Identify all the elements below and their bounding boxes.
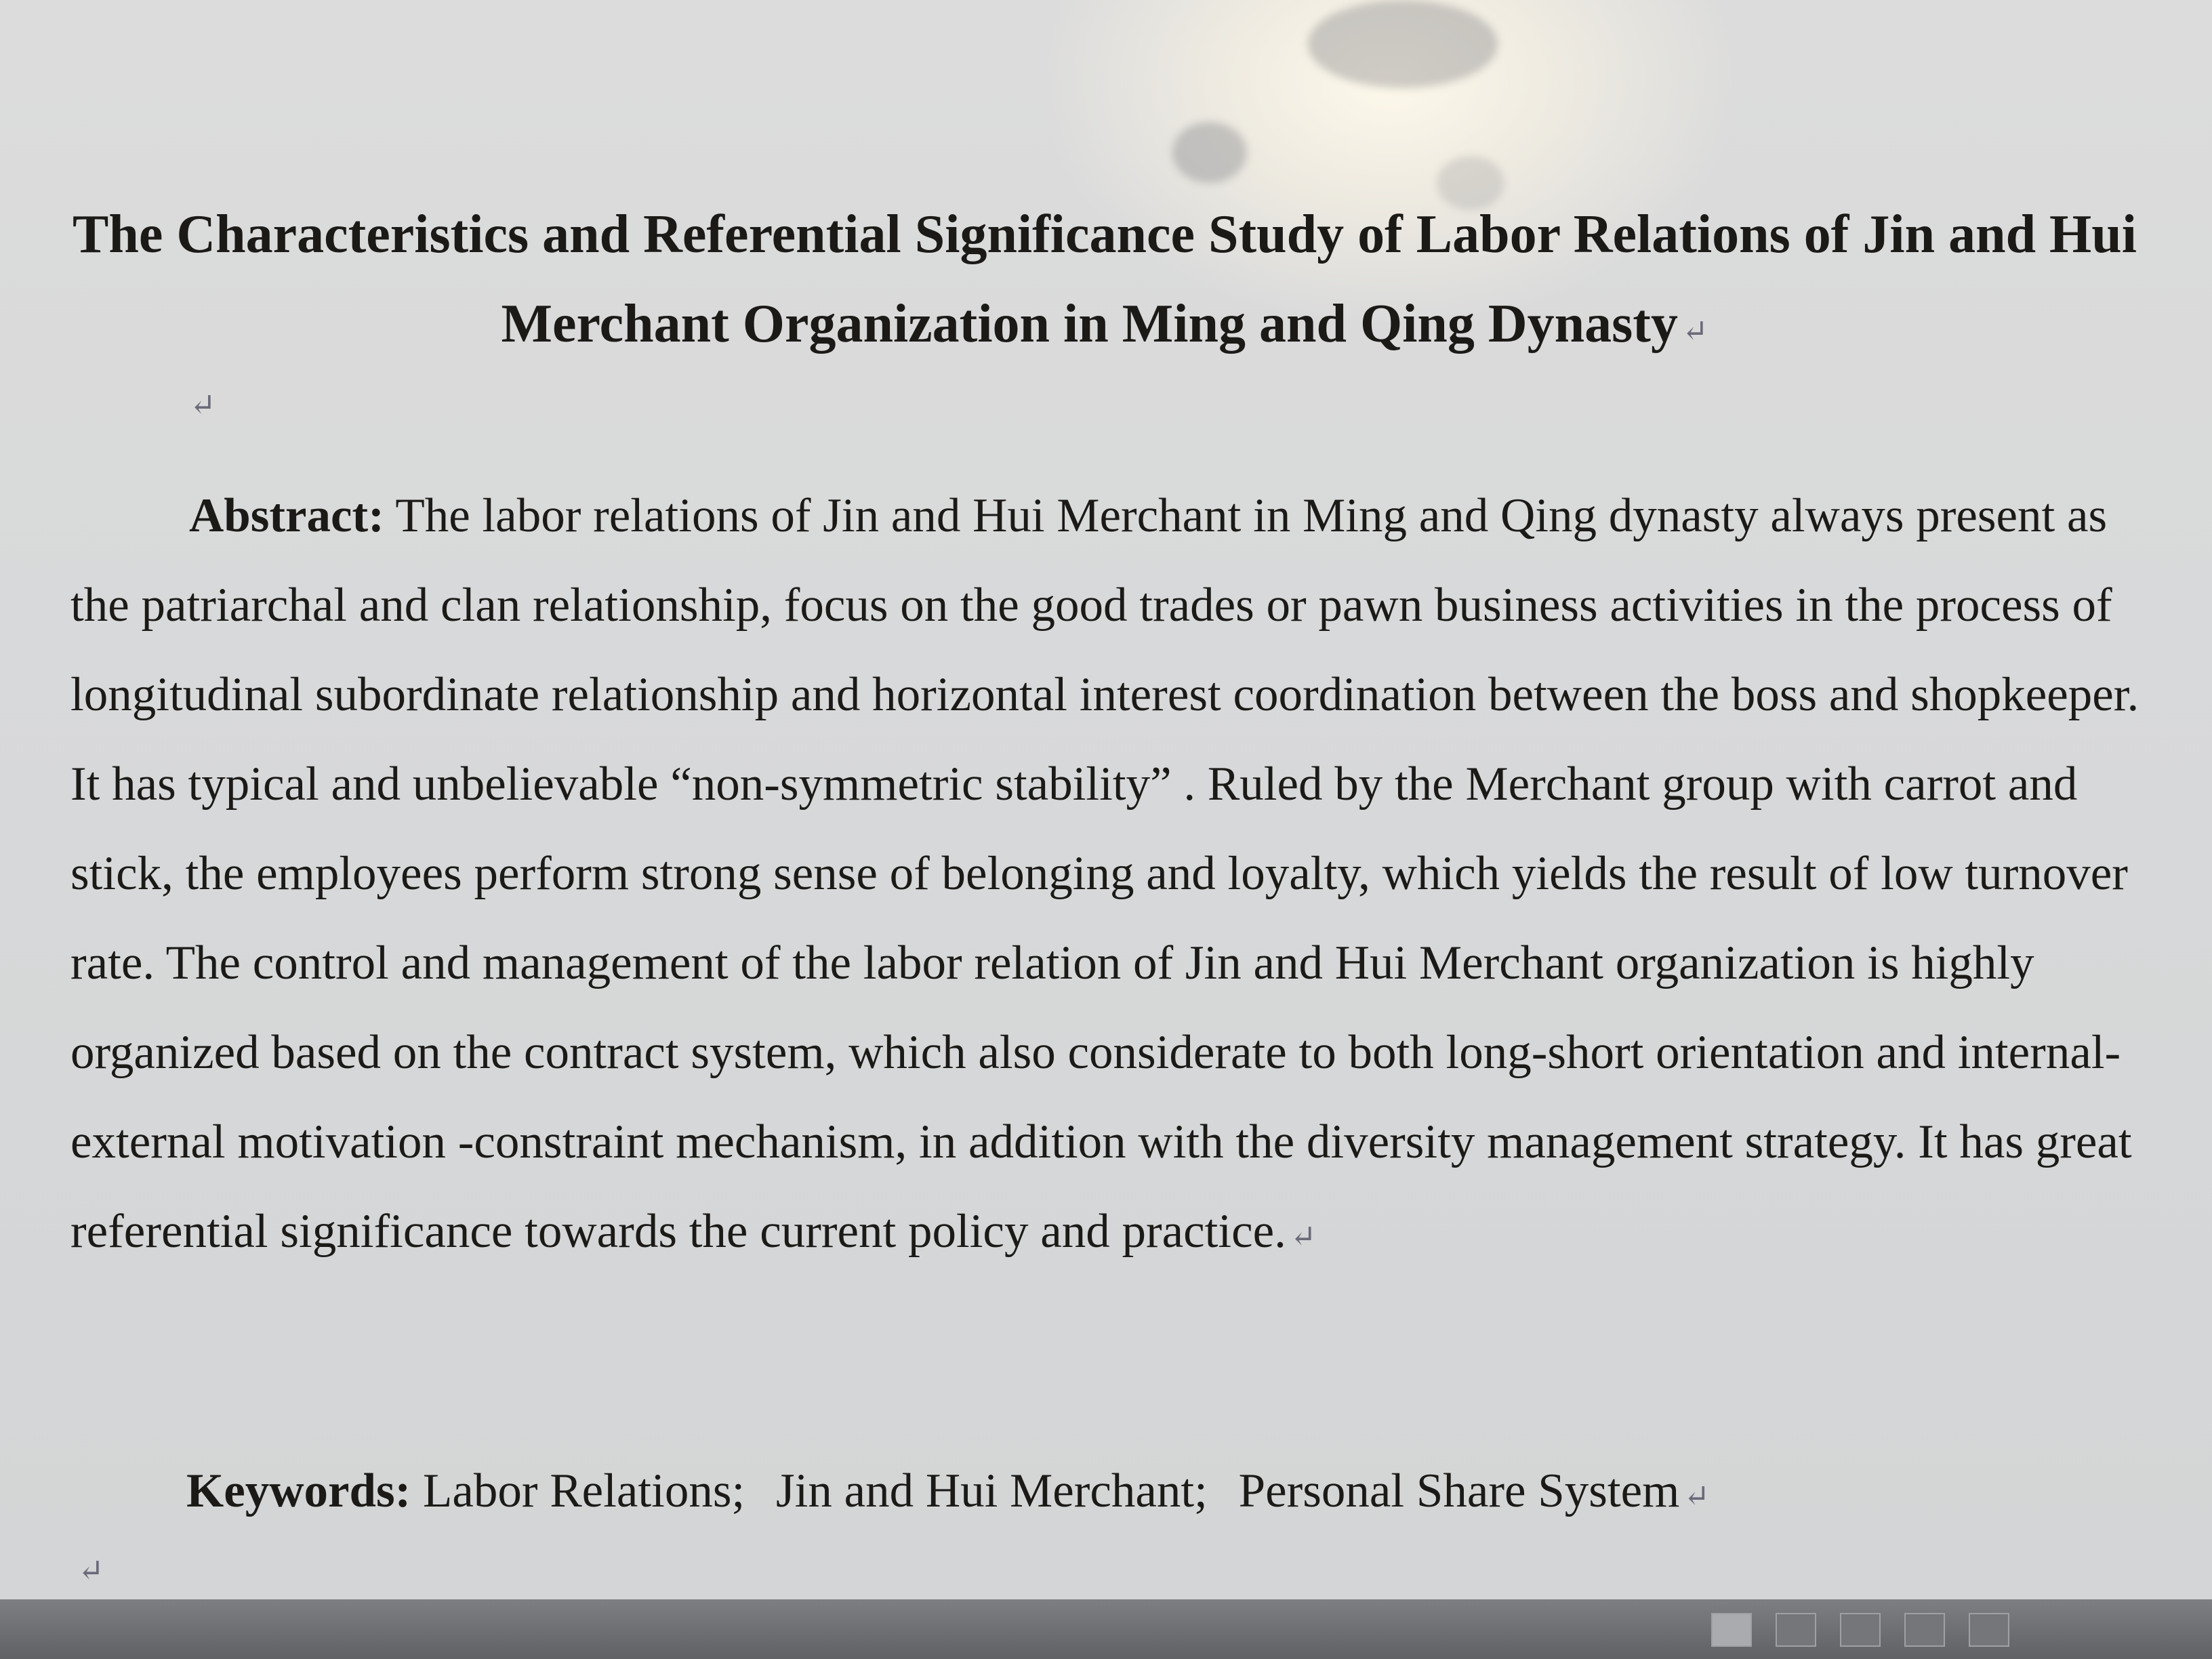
abstract-paragraph[interactable] xyxy=(70,471,2171,1282)
title-text: The Characteristics and Referential Significance Study of Labor Relations of Jin and Hui Merchant Organization in Ming and Qing Dynasty xyxy=(72,205,2137,354)
keywords-paragraph[interactable] xyxy=(186,1457,2152,1530)
paragraph-mark-icon: ↵ xyxy=(1681,314,1708,348)
paragraph-mark-icon: ↵ xyxy=(190,388,216,422)
keyword-item: Jin and Hui Merchant; xyxy=(776,1465,1208,1517)
keyword-item: Labor Relations; xyxy=(423,1465,745,1517)
screen-glare xyxy=(1308,0,1498,88)
print-layout-view-button[interactable] xyxy=(1711,1613,1752,1647)
paragraph-mark-icon: ↵ xyxy=(1290,1219,1317,1254)
web-layout-view-button[interactable] xyxy=(1840,1613,1881,1647)
keyword-item: Personal Share System xyxy=(1238,1465,1680,1517)
abstract-text: The labor relations of Jin and Hui Merchant in Ming and Qing dynasty always present as the patriarchal and clan relationship, focus on the good trades or pawn business activities in the process of longitudinal subordinate relationship and horizontal interest coordination between the boss and shopkeeper. It has typical and unbelievable “non-symmetric stability” . Ruled by the Merchant group with carrot and stick, the employees perform strong sense of belonging and loyalty, which yields the result of low turnover rate. The control and management of the labor relation of Jin and Hui Merchant organization is highly organized based on the contract system, which also considerate to both long-short orientation and internal-external motivation -constraint mechanism, in addition with the diversity management strategy. It has great referential significance towards the current policy and practice. xyxy=(70,489,2139,1258)
screen-glare xyxy=(1172,122,1247,183)
document-title[interactable] xyxy=(68,190,2142,376)
paragraph-mark-icon: ↵ xyxy=(1683,1479,1710,1513)
outline-view-button[interactable] xyxy=(1904,1613,1945,1647)
draft-view-button[interactable] xyxy=(1969,1613,2009,1647)
status-bar xyxy=(0,1599,2212,1659)
abstract-label: Abstract: xyxy=(189,489,384,542)
keywords-label: Keywords: xyxy=(186,1465,411,1517)
paragraph-mark-icon: ↵ xyxy=(78,1553,104,1588)
full-screen-reading-view-button[interactable] xyxy=(1776,1613,1816,1647)
